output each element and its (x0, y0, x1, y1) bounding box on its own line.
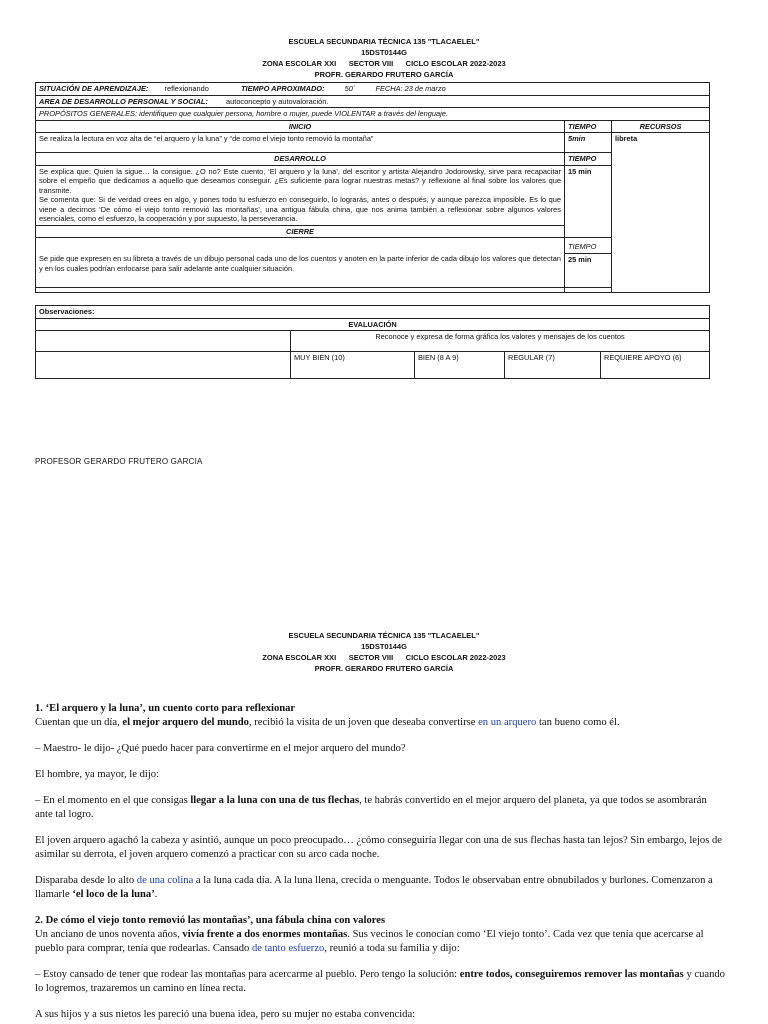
cierre-time: 25 min (565, 253, 612, 288)
p4-text-c: , te habrás convertido en el mejor arquero del planeta, ya que todos se asombrarán ante tal logro. (35, 795, 707, 820)
recurso-cell: libreta (612, 133, 710, 293)
situacion-row (36, 83, 710, 96)
propositos: PROPÓSITOS GENERALES: identifiquen que cualquier persona, hombre o mujer, puede VIOLENTAR a través del lenguaje. (36, 108, 710, 121)
p1-text-a: Cuentan que un día, (35, 717, 123, 728)
area-value: autoconcepto y autovaloración. (226, 96, 329, 106)
p1-text-d: tan bueno como él. (536, 717, 620, 728)
p1-text-c: , recibió la visita de un joven que deseaba convertirse (248, 717, 479, 728)
story-title-1: 1. ‘El arquero y la luna’, un cuento corto para reflexionar (35, 703, 296, 714)
situacion-label: SITUACIÓN DE APRENDIZAJE: (39, 84, 149, 93)
evaluation-table (35, 305, 710, 379)
p1-bold: el mejor arquero del mundo (122, 717, 249, 728)
header-second-page (0, 630, 768, 674)
p6-text-b: a la luna cada día. A la luna llena, crecida o menguante. Todos le observaban entre obnubilados y burlones. Comenzaron a llamarle (35, 875, 713, 900)
paragraph-2: – Maestro- le dijo- ¿Qué puedo hacer para convertirme en el mejor arquero del mundo? (35, 743, 406, 754)
cierre-label: CIERRE (36, 225, 565, 238)
fecha: FECHA: 23 de marzo (375, 84, 446, 93)
inicio-text: Se realiza la lectura en voz alta de “el arquero y la luna” y “de como el viejo tonto removió la montaña” (36, 133, 565, 153)
inicio-time: 5min (565, 133, 612, 153)
p7-text-c: . Sus vecinos le conocían como ‘El viejo tonto’. Cada vez que tenía que acercarse al pueblo para comprar, tenía que rodearlas. Cansado (35, 929, 704, 954)
paragraph-4 (35, 794, 725, 822)
cierre-text: Se pide que expresen en su libreta a través de un dibujo personal cada uno de los cuentos y anoten en la parte inferior de cada dibujo los valores que detectan y en los cuales podrían enfocarse para salir adelante ante cualquier situación. (36, 253, 565, 288)
paragraph-5: El joven arquero agachó la cabeza y asintió, aunque un poco preocupado… ¿cómo conseguiría llegar con una de sus flechas hasta tan lejos? Sin embargo, lejos de asimilar su derrota, el joven arquero comenzó a practicar con su arco cada noche. (35, 835, 722, 860)
desarrollo-text-2: Se comenta que: Si de verdad crees en algo, y pones todo tu esfuerzo en conseguirlo, lo lograrás, antes o después, y aunque parezca imposible. Es lo que viene a decirnos ‘De cómo el viejo tonto removió las montañas’, una antigua fábula china, que nos anima también a reflexionar sobre algunos valores esenciales, como el esfuerzo, la cooperación y por supuesto, la perseverancia. (39, 195, 561, 223)
tiempo-col-header-2: TIEMPO (565, 153, 612, 166)
desarrollo-row (36, 165, 710, 225)
desarrollo-label: DESARROLLO (36, 153, 565, 166)
lesson-plan-table (35, 82, 710, 293)
evaluacion-label: EVALUACIÓN (36, 318, 710, 331)
p7-bold: vivía frente a dos enormes montañas (182, 929, 348, 940)
teacher-name: PROFR. GERARDO FRUTERO GARCÍA (314, 70, 454, 79)
grade-bien: BIEN (8 A 9) (415, 352, 505, 379)
signature: PROFESOR GERARDO FRUTERO GARCIA (35, 457, 203, 466)
p7-text-d: , reunió a toda su familia y dijo: (324, 943, 460, 954)
recursos-col-header: RECURSOS (612, 120, 710, 133)
grade-requiere-apoyo: REQUIERE APOYO (6) (601, 352, 710, 379)
header-top (0, 36, 768, 80)
paragraph-9: A sus hijos y a sus nietos les pareció una buena idea, pero su mujer no estaba convencida: (35, 1009, 416, 1020)
school-code: 15DST0144G (361, 48, 407, 57)
grade-regular: REGULAR (7) (505, 352, 601, 379)
story-body (35, 702, 725, 1022)
school-name: ESCUELA SECUNDARIA TÉCNICA 135 "TLACAELEL" (288, 37, 480, 46)
propositos-row (36, 108, 710, 121)
grade-muy-bien: MUY BIEN (10) (291, 352, 415, 379)
story-title-2: 2. De cómo el viejo tonto removió las montañas’, una fábula china con valores (35, 915, 386, 926)
p8-text-a: – Estoy cansado de tener que rodear las montañas para acercarme al pueblo. Pero tengo la solución: (35, 969, 460, 980)
tiempo-col-header: TIEMPO (565, 120, 612, 133)
tiempo-label: TIEMPO APROXIMADO: (241, 84, 325, 93)
area-label: AREA DE DESARROLLO PERSONAL Y SOCIAL: (39, 96, 208, 106)
p8-bold: entre todos, conseguiremos remover las montañas (459, 969, 684, 980)
p4-text-a: – En el momento en el que consigas (35, 795, 191, 806)
paragraph-3: El hombre, ya mayor, le dijo: (35, 769, 160, 780)
p4-bold: llegar a la luna con una de tus flechas (190, 795, 360, 806)
school-name-2: ESCUELA SECUNDARIA TÉCNICA 135 "TLACAELEL" (288, 631, 480, 640)
desarrollo-text-1: Se explica que: Quien la sigue… la consigue. ¿O no? Este cuento, ‘El arquero y la luna’, del escritor y artista Alejandro Jodorowsky, sirve para recapacitar sobre el empeño que dedicamos a aquello que deseamos conseguir. ¿Es suficiente para lograr nuestras metas? y reflexione al final sobre los valores que transmite. (39, 166, 561, 195)
tiempo-value: 50´ (344, 84, 356, 93)
paragraph-8 (35, 968, 725, 996)
desarrollo-header-row (36, 153, 710, 166)
situacion-value: reflexionando (164, 84, 209, 93)
p6-bold: ‘el loco de la luna’ (72, 889, 155, 900)
area-row (36, 95, 710, 108)
paragraph-6 (35, 874, 725, 902)
cierre-row (36, 253, 710, 288)
paragraph-7 (35, 928, 725, 956)
paragraph-1 (35, 716, 725, 730)
inicio-header-row (36, 120, 710, 133)
p8-text-c: y cuando lo logremos, trazaremos un camino en línea recta. (35, 969, 725, 994)
zone-line-2: ZONA ESCOLAR XXI SECTOR VIII CICLO ESCOLAR 2022-2023 (262, 653, 506, 662)
inicio-row (36, 133, 710, 153)
inicio-label: INICIO (36, 120, 565, 133)
p7-text-a: Un anciano de unos noventa años, (35, 929, 183, 940)
desarrollo-time: 15 min (565, 165, 612, 238)
cierre-tiempo-row (36, 238, 710, 254)
p6-text-d: . (154, 889, 158, 900)
p6-text-a: Disparaba desde lo alto (35, 875, 137, 886)
spacer-row (36, 288, 710, 293)
link-en-un-arquero[interactable]: en un arquero (478, 717, 537, 728)
evaluation-description: Reconoce y expresa de forma gráfica los valores y mensajes de los cuentos (291, 331, 710, 352)
link-de-tanto-esfuerzo[interactable]: de tanto esfuerzo (251, 943, 325, 954)
tiempo-col-header-3: TIEMPO (565, 238, 612, 254)
school-code-2: 15DST0144G (361, 642, 407, 651)
observaciones-label: Observaciones: (36, 306, 710, 319)
link-de-una-colina[interactable]: de una colina (136, 875, 194, 886)
teacher-name-2: PROFR. GERARDO FRUTERO GARCÍA (314, 664, 454, 673)
zone-line: ZONA ESCOLAR XXI SECTOR VIII CICLO ESCOLAR 2022-2023 (262, 59, 506, 68)
